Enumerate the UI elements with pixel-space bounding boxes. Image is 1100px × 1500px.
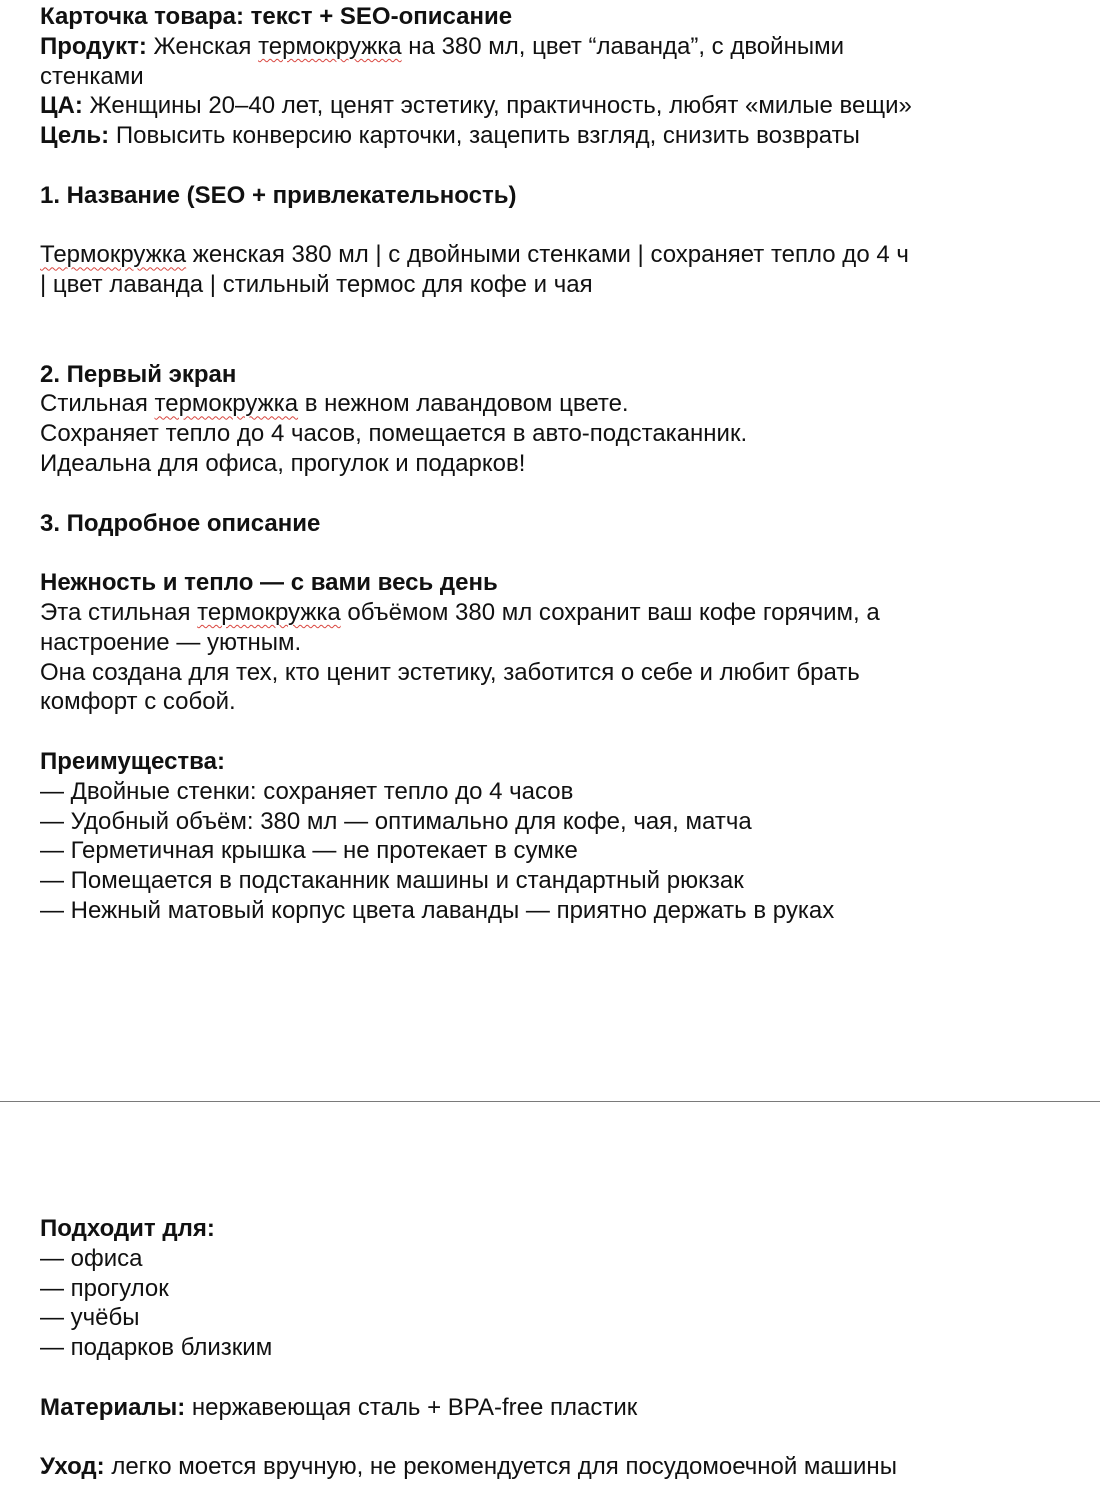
description-post: объёмом 380 мл сохранит ваш кофе горячим, а <box>340 598 880 626</box>
blank-line <box>40 211 1080 241</box>
materials-text: нержавеющая сталь + BPA-free пластик <box>185 1393 638 1421</box>
description-line-2: настроение — уютным. <box>40 628 302 656</box>
document-page-2 <box>40 1214 1080 1482</box>
product-text-post: на 380 мл, цвет “лаванда”, с двойными <box>401 32 844 60</box>
audience-text: Женщины 20–40 лет, ценят эстетику, практичность, любят «милые вещи» <box>82 92 912 120</box>
description-pre: Эта стильная <box>40 598 198 626</box>
goal-label: Цель: <box>40 122 110 150</box>
section-heading-description: 3. Подробное описание <box>40 509 321 537</box>
description-line-1 <box>40 598 1080 628</box>
first-screen-post: в нежном лавандовом цвете. <box>298 390 629 418</box>
spellcheck-word[interactable]: Термокружка <box>40 241 187 269</box>
goal-line <box>40 121 1080 151</box>
product-name-line-1 <box>40 240 1080 270</box>
description-line-4: комфорт с собой. <box>40 688 236 716</box>
materials-label: Материалы: <box>40 1393 186 1421</box>
materials-line <box>40 1393 1080 1423</box>
blank-line <box>40 1423 1080 1453</box>
section-heading-first-screen: 2. Первый экран <box>40 360 237 388</box>
description-line-3: Она создана для тех, кто ценит эстетику, заботится о себе и любит брать <box>40 658 860 686</box>
first-screen-line-3: Идеальна для офиса, прогулок и подарков! <box>40 449 526 477</box>
suitable-item: — учёбы <box>40 1304 140 1332</box>
audience-line <box>40 91 1080 121</box>
blank-line <box>40 330 1080 360</box>
blank-line <box>40 717 1080 747</box>
page-break-divider <box>0 1101 1100 1102</box>
suitable-item: — прогулок <box>40 1274 169 1302</box>
product-name-line-2: | цвет лаванда | стильный термос для кофе и чая <box>40 271 593 299</box>
care-label: Уход: <box>40 1453 105 1481</box>
spellcheck-word[interactable]: термокружка <box>197 598 341 626</box>
advantage-item: — Двойные стенки: сохраняет тепло до 4 часов <box>40 777 574 805</box>
first-screen-pre: Стильная <box>40 390 155 418</box>
spellcheck-word[interactable]: термокружка <box>154 390 299 418</box>
product-line <box>40 32 1080 62</box>
spellcheck-word[interactable]: термокружка <box>258 32 402 60</box>
blank-line <box>40 479 1080 509</box>
blank-line <box>40 1363 1080 1393</box>
advantage-item: — Нежный матовый корпус цвета лаванды — приятно держать в руках <box>40 896 835 924</box>
care-line <box>40 1452 1080 1482</box>
document-page-1 <box>40 2 1080 926</box>
blank-line <box>40 151 1080 181</box>
advantage-item: — Помещается в подстаканник машины и стандартный рюкзак <box>40 867 744 895</box>
blank-line <box>40 300 1080 330</box>
section-heading-name: 1. Название (SEO + привлекательность) <box>40 181 517 209</box>
audience-label: ЦА: <box>40 92 83 120</box>
suitable-item: — офиса <box>40 1244 143 1272</box>
advantages-heading: Преимущества: <box>40 747 225 775</box>
goal-text: Повысить конверсию карточки, зацепить взгляд, снизить возвраты <box>109 122 860 150</box>
advantage-item: — Герметичная крышка — не протекает в сумке <box>40 837 578 865</box>
first-screen-line-2: Сохраняет тепло до 4 часов, помещается в авто-подстаканник. <box>40 420 748 448</box>
product-line-cont: стенками <box>40 62 144 90</box>
suitable-heading: Подходит для: <box>40 1215 215 1242</box>
product-label: Продукт: <box>40 32 147 60</box>
description-subheading: Нежность и тепло — с вами весь день <box>40 569 498 597</box>
first-screen-line-1 <box>40 389 1080 419</box>
product-name-rest: женская 380 мл | с двойными стенками | сохраняет тепло до 4 ч <box>186 241 909 269</box>
suitable-item: — подарков близким <box>40 1334 273 1362</box>
document-title: Карточка товара: текст + SEO-описание <box>40 3 513 30</box>
care-text: легко моется вручную, не рекомендуется для посудомоечной машины <box>104 1453 897 1481</box>
product-text-pre: Женская <box>146 32 259 60</box>
advantage-item: — Удобный объём: 380 мл — оптимально для кофе, чая, матча <box>40 807 752 835</box>
blank-line <box>40 538 1080 568</box>
